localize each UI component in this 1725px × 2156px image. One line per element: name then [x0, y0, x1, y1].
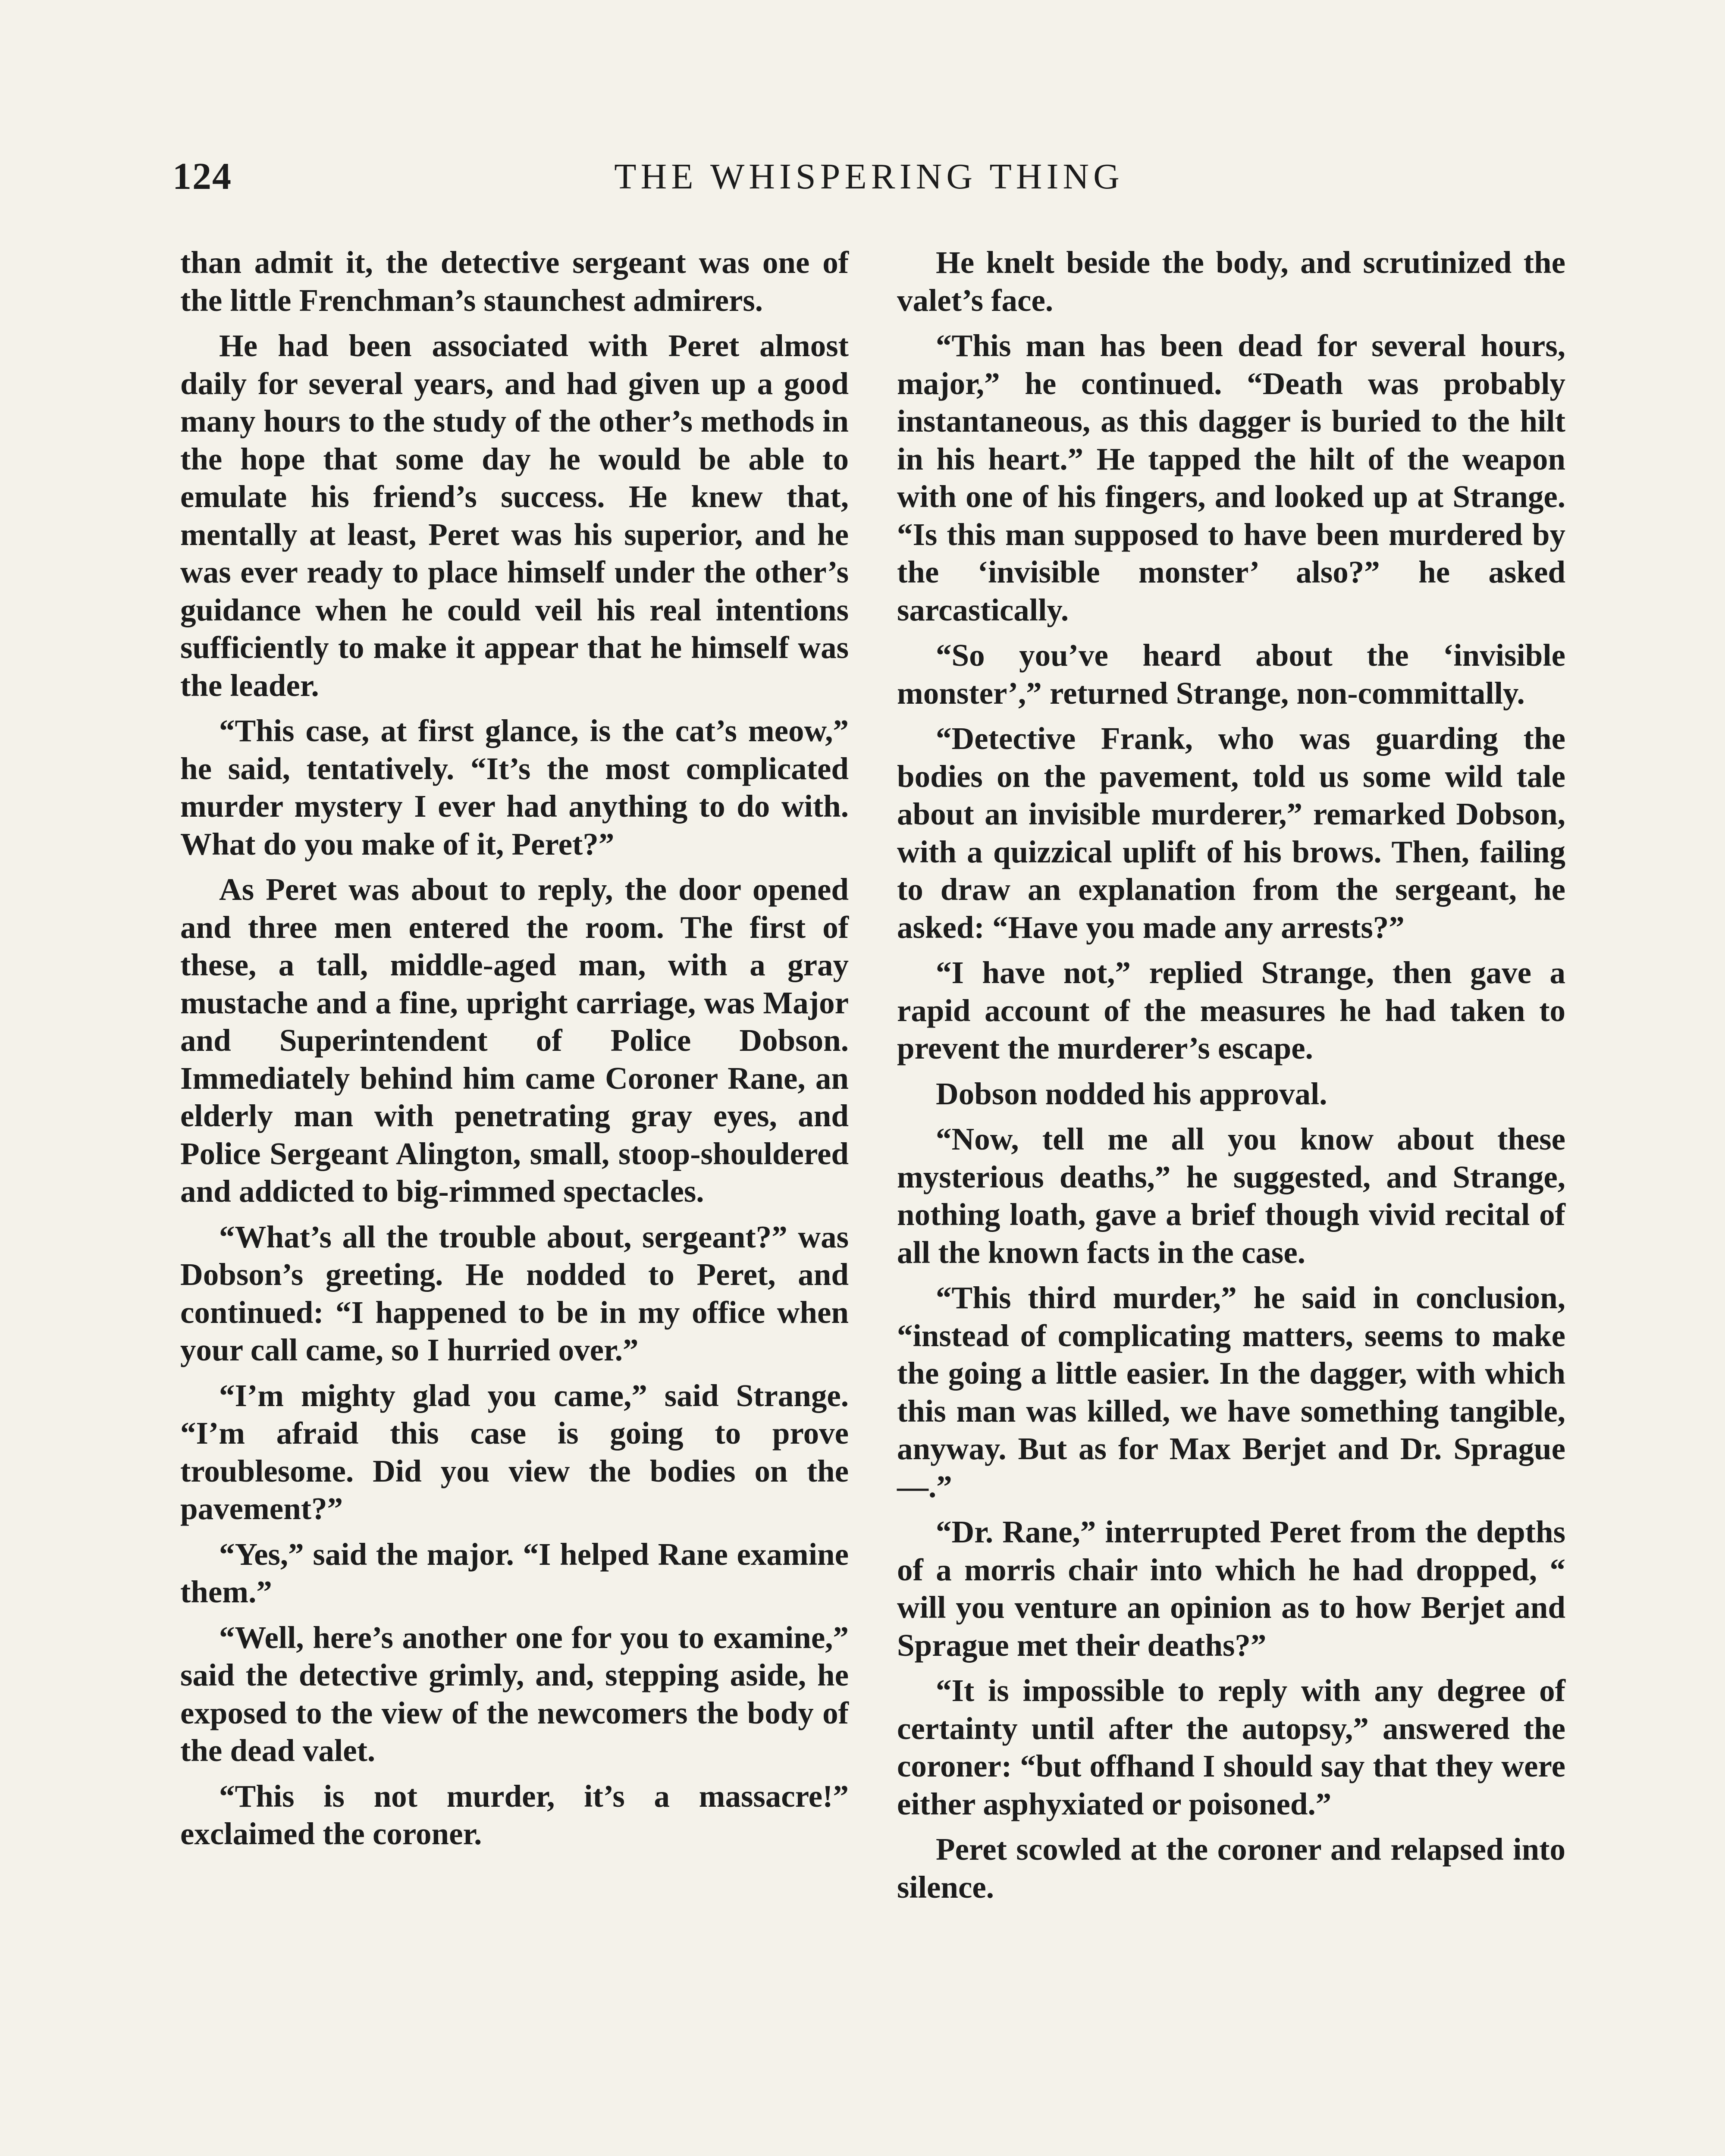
- paragraph: “It is impossible to reply with any degree of certainty until after the autopsy,” answered the coroner: “but offhand I should say that they were either asphyxiated or poisoned.”: [897, 1673, 1565, 1821]
- paragraph: “What’s all the trouble about, sergeant?” was Dobson’s greeting. He nodded to Peret, and continued: “I happened to be in my office when your call came, so I hurried over.”: [180, 1219, 849, 1367]
- paragraph: He knelt beside the body, and scrutinized the valet’s face.: [897, 245, 1565, 318]
- right-column: [897, 244, 1565, 1914]
- paragraph: “Now, tell me all you know about these mysterious deaths,” he suggested, and Strange, nothing loath, gave a brief though vivid recital of all the known facts in the case.: [897, 1122, 1565, 1270]
- paragraph: “So you’ve heard about the ‘invisible monster’,” returned Strange, non-committally.: [897, 638, 1565, 711]
- paragraph: “I have not,” replied Strange, then gave a rapid account of the measures he had taken to prevent the murderer’s escape.: [897, 955, 1565, 1065]
- paragraph: “This case, at first glance, is the cat’s meow,” he said, tentatively. “It’s the most complicated murder mystery I ever had anything to do with. What do you make of it, Peret?”: [180, 713, 849, 862]
- paragraph: Dobson nodded his approval.: [936, 1076, 1327, 1111]
- paragraph: “Dr. Rane,” interrupted Peret from the depths of a morris chair into which he had dropped, “ will you venture an opinion as to how Berjet and Sprague met their deaths?”: [897, 1514, 1565, 1663]
- paragraph: Peret scowled at the coroner and relapsed into silence.: [897, 1832, 1565, 1905]
- paragraph: than admit it, the detective sergeant was one of the little Frenchman’s staunchest admirers.: [180, 245, 849, 318]
- paragraph: “This third murder,” he said in conclusion, “instead of complicating matters, seems to make the going a little easier. In the dagger, with which this man was killed, we have something tangible, anyway. But as for Max Berjet and Dr. Sprague—.”: [897, 1280, 1565, 1504]
- paragraph: He had been associated with Peret almost daily for several years, and had given up a good many hours to the study of the other’s methods in the hope that some day he would be able to emulate his friend’s success. He knew that, mentally at least, Peret was his superior, and he was ever ready to place himself under the other’s guidance when he could veil his real intentions sufficiently to make it appear that he himself was the leader.: [180, 328, 849, 703]
- running-title: THE WHISPERING THING: [614, 157, 1124, 197]
- page-number: 124: [172, 156, 232, 197]
- paragraph: “Well, here’s another one for you to examine,” said the detective grimly, and, stepping aside, he exposed to the view of the newcomers the body of the dead valet.: [180, 1620, 849, 1768]
- paragraph: “This is not murder, it’s a massacre!” exclaimed the coroner.: [180, 1778, 849, 1851]
- left-column: [180, 244, 849, 1861]
- paragraph: “This man has been dead for several hours, major,” he continued. “Death was probably instantaneous, as this dagger is buried to the hilt in his heart.” He tapped the hilt of the weapon with one of his fingers, and looked up at Strange. “Is this man supposed to have been murdered by the ‘invisible monster’ also?” he asked sarcastically.: [897, 328, 1565, 627]
- paragraph: As Peret was about to reply, the door opened and three men entered the room. The first of these, a tall, middle-aged man, with a gray mustache and a fine, upright carriage, was Major and Superintendent of Police Dobson. Immediately behind him came Coroner Rane, an elderly man with penetrating gray eyes, and Police Sergeant Alington, small, stoop-shouldered and addicted to big-rimmed spectacles.: [180, 872, 849, 1209]
- paragraph: “I’m mighty glad you came,” said Strange. “I’m afraid this case is going to prove troublesome. Did you view the bodies on the pavement?”: [180, 1378, 849, 1526]
- paragraph: “Detective Frank, who was guarding the bodies on the pavement, told us some wild tale about an invisible murderer,” remarked Dobson, with a quizzical uplift of his brows. Then, failing to draw an explanation from the sergeant, he asked: “Have you made any arrests?”: [897, 721, 1565, 945]
- page-header: [172, 151, 1565, 203]
- paragraph: “Yes,” said the major. “I helped Rane examine them.”: [180, 1536, 849, 1609]
